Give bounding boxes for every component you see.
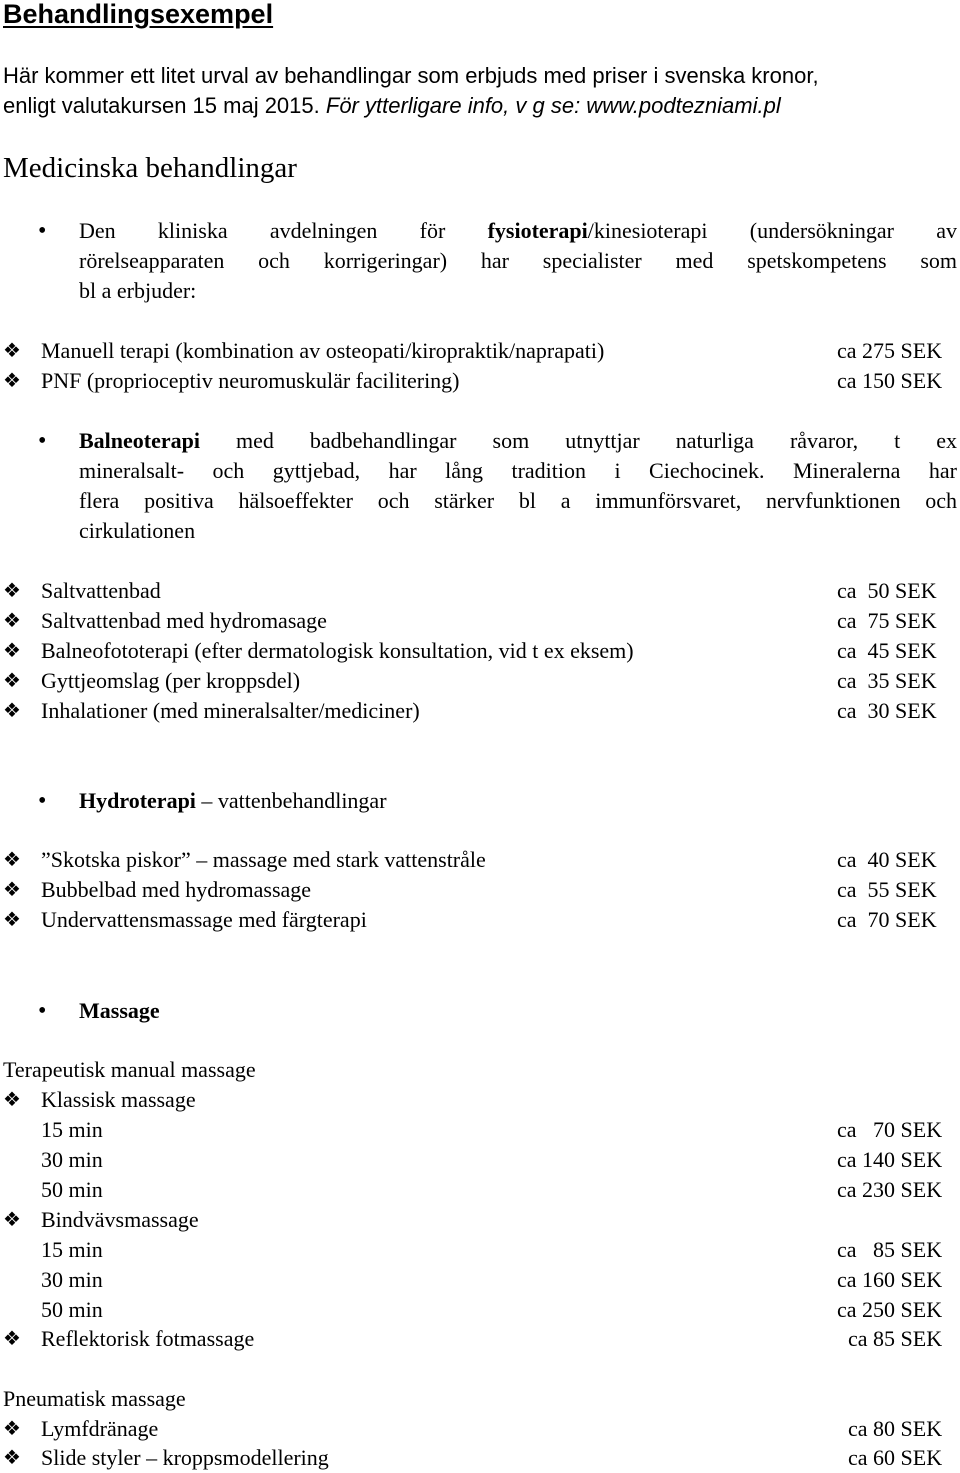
list-item: ❖ Undervattensmassage med färgterapi ca 70 SEK [3, 905, 958, 935]
diamond-bullet-icon: ❖ [3, 1447, 21, 1469]
diamond-bullet-icon: ❖ [3, 909, 21, 931]
therapeutic-heading: Terapeutisk manual massage [3, 1057, 256, 1082]
duration-row: 50 min ca 230 SEK [41, 1177, 943, 1202]
physio-paragraph: Den kliniska avdelningen för fysioterapi/kinesioterapi (undersökningar av rörelseapparaten och korrigeringar) har specialister med spetskompetens som bl a erbjuder: [79, 218, 957, 303]
diamond-bullet-icon: ❖ [3, 670, 21, 692]
diamond-bullet-icon: ❖ [3, 1209, 21, 1231]
diamond-bullet-icon: ❖ [3, 849, 21, 871]
diamond-bullet-icon: ❖ [3, 700, 21, 722]
intro-line-1: Här kommer ett litet urval av behandlingar som erbjuds med priser i svenska kronor, [3, 63, 819, 88]
balneo-paragraph: Balneoterapi med badbehandlingar som utnyttjar naturliga råvaror, t ex mineralsalt- och gyttjebad, har lång tradition i Ciechocinek. Mineralerna har flera positiva hälsoeffekter och stärker bl a immunförsvaret, nervfunktionen och cirkulationen [79, 428, 957, 543]
list-item: ❖ Reflektorisk fotmassage ca 85 SEK [3, 1324, 958, 1354]
list-item: ❖ Manuell terapi (kombination av osteopati/kiropraktik/naprapati) ca 275 SEK [3, 336, 958, 366]
list-item: ❖ PNF (proprioceptiv neuromuskulär facilitering) ca 150 SEK [3, 366, 958, 396]
duration-row: 50 min ca 250 SEK [41, 1297, 943, 1322]
diamond-bullet-icon: ❖ [3, 640, 21, 662]
intro-line-2: enligt valutakursen 15 maj 2015. För ytterligare info, v g se: www.podtezniami.pl [3, 93, 781, 118]
page-title: Behandlingsexempel [3, 0, 274, 29]
list-item: ❖ Lymfdränage ca 80 SEK [3, 1414, 958, 1444]
duration-row: 30 min ca 140 SEK [41, 1147, 943, 1172]
bullet-icon: • [38, 998, 47, 1024]
list-item: ❖ Bindvävsmassage [3, 1205, 958, 1235]
intro-link-text: För ytterligare info, v g se: www.podtezniami.pl [325, 93, 781, 118]
diamond-bullet-icon: ❖ [3, 879, 21, 901]
medical-heading: Medicinska behandlingar [3, 152, 297, 184]
massage-heading: Massage [79, 998, 160, 1023]
list-item: ❖ Klassisk massage [3, 1085, 958, 1115]
bullet-icon: • [38, 428, 47, 454]
list-item: ❖ Inhalationer (med mineralsalter/mediciner) ca 30 SEK [3, 696, 958, 726]
diamond-bullet-icon: ❖ [3, 1089, 21, 1111]
diamond-bullet-icon: ❖ [3, 1418, 21, 1440]
duration-row: 15 min ca 85 SEK [41, 1237, 943, 1262]
list-item: ❖ Gyttjeomslag (per kroppsdel) ca 35 SEK [3, 666, 958, 696]
list-item: ❖ Bubbelbad med hydromassage ca 55 SEK [3, 875, 958, 905]
diamond-bullet-icon: ❖ [3, 580, 21, 602]
pneumatic-heading: Pneumatisk massage [3, 1386, 186, 1411]
list-item: ❖ Balneofototerapi (efter dermatologisk konsultation, vid t ex eksem) ca 45 SEK [3, 636, 958, 666]
bullet-icon: • [38, 788, 47, 814]
hydro-heading: Hydroterapi – vattenbehandlingar [79, 788, 387, 813]
duration-row: 15 min ca 70 SEK [41, 1117, 943, 1142]
list-item: ❖ ”Skotska piskor” – massage med stark vattenstråle ca 40 SEK [3, 845, 958, 875]
list-item: ❖ Saltvattenbad med hydromasage ca 75 SEK [3, 606, 958, 636]
diamond-bullet-icon: ❖ [3, 610, 21, 632]
bullet-icon: • [38, 218, 47, 244]
duration-row: 30 min ca 160 SEK [41, 1267, 943, 1292]
diamond-bullet-icon: ❖ [3, 1328, 21, 1350]
diamond-bullet-icon: ❖ [3, 340, 21, 362]
diamond-bullet-icon: ❖ [3, 370, 21, 392]
list-item: ❖ Saltvattenbad ca 50 SEK [3, 576, 958, 606]
list-item: ❖ Slide styler – kroppsmodellering ca 60 SEK [3, 1443, 958, 1473]
